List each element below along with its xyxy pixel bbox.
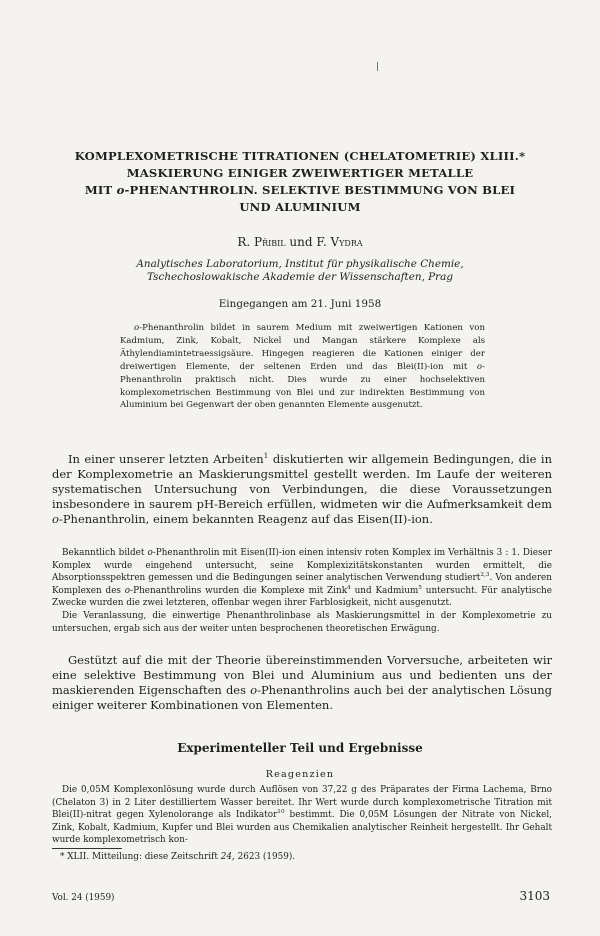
background-paragraph-2: Die Veranlassung, die einwertige Phenanthrolinbase als Maskierungsmittel in der Komplexometrie zu untersuchen, ergab sich aus der weiter unten besprochenen theoretischen Erwägung.	[52, 610, 552, 634]
footnote-text-1: * XLII. Mitteilung: diese Zeitschrift	[60, 852, 221, 862]
intro-paragraph	[52, 452, 552, 527]
reagents-text-1: Die 0,05	[62, 785, 101, 795]
reagents-paragraph	[52, 784, 552, 847]
abstract-text-2: -Phenanthrolin praktisch nicht. Dies wurde zu einer hochselektiven komplexometrischen Bestimmung von Blei und zur indirekten Bestimmung von Aluminium bei Gegenwart der oben genannten Elemente ausgenutzt.	[120, 361, 485, 411]
intro-ref-1: 1	[263, 451, 269, 461]
abstract-ital-o-2: o	[476, 361, 483, 372]
intro-ital-o: o	[52, 512, 59, 526]
title-line-3-italic: o	[116, 183, 125, 197]
background-section	[52, 547, 552, 635]
bg-text-5: und Kadmium	[350, 585, 419, 596]
author2-initial: F.	[316, 235, 331, 249]
footnote-text-2: 2623 (1959).	[234, 852, 296, 862]
section-heading: Experimenteller Teil und Ergebnisse	[177, 741, 423, 755]
background-paragraph-1	[52, 547, 552, 610]
title-line-2: MASKIERUNG EINIGER ZWEIWERTIGER METALLE	[126, 166, 474, 180]
article-title	[40, 148, 560, 216]
affiliation	[40, 258, 560, 284]
title-line-3	[40, 182, 560, 199]
reagents-ref-10: 10	[277, 809, 285, 816]
abstract-text-1: -Phenanthrolin bildet in saurem Medium mit zweiwertigen Kationen von Kadmium, Zink, Kobalt, Nickel und Mangan stärkere Komplexe als Äthylendiamintetraessigsäure. Hingegen reagieren die Kationen einiger der dreiwertigen Elemente, der seltenen Erden und das Blei(II)-ion mit	[120, 323, 485, 372]
approach-ital-o: o	[250, 683, 258, 697]
reagents-text-2: Komplexonlösung wurde durch Auflösen von 37,22 g des Präparates der Firma Lachema, Brno (Chelaton 3) in 2 Liter destilliertem Wasser bereitet. Ihr Wert wurde durch komplexometrische Titration mit Blei(II)-nitrat gegen Xylenolorange als Indikator	[52, 785, 553, 821]
bg-text-4: -Phenanthrolins wurden die Komplexe mit Zink	[130, 585, 348, 596]
author1-name: Přibil	[254, 235, 286, 249]
bg-ref-2-3: 2,3	[480, 572, 490, 579]
bg-ref-5: 5	[418, 584, 422, 591]
reagents-molar-1: M	[100, 785, 110, 795]
title-line-4: UND ALUMINIUM	[239, 200, 361, 214]
bg-text-6: untersucht. Für analytische Zwecke wurden die zwei letzteren, offenbar wegen ihrer Farblosigkeit, nicht ausgenutzt.	[52, 585, 552, 609]
affiliation-line-1: Analytisches Laboratorium, Institut für physikalische Chemie,	[136, 258, 464, 270]
approach-paragraph	[52, 653, 552, 713]
page-number: 3103	[519, 889, 550, 903]
bg-text-2: -Phenanthrolin mit Eisen(II)-ion einen intensiv roten Komplex im Verhältnis 3 : 1. Dieser Komplex wurde eingehend untersucht, seine Komplexizitätskonstanten wurden ermittelt, die Absorptionsspektren gemessen und die Bedingungen seiner analytischen Verwendung studiert	[52, 548, 552, 584]
bg-ref-4: 4	[347, 584, 351, 591]
reagents-molar-2: M	[379, 810, 389, 821]
subsection-heading: Reagenzien	[265, 769, 335, 780]
footnote-divider	[52, 848, 122, 849]
author1-initial: R.	[237, 235, 254, 249]
intro-text-2: diskutierten wir allgemein Bedingungen, die in der Komplexometrie an Maskierungsmittel gestellt werden. Im Laufe der weiteren systematischen Untersuchung von Verbindungen, die diese Voraussetzungen insbesondere in saurem pH-Bereich erfüllen, widmeten wir die Aufmerksamkeit dem	[52, 452, 552, 511]
intro-text-1: In einer unserer letzten Arbeiten	[68, 452, 264, 466]
reagents-text-3: bestimmt. Die 0,05	[284, 810, 380, 821]
bg-text-1: Bekanntlich bildet	[62, 548, 148, 558]
intro-text-3: -Phenanthrolin, einem bekannten Reagenz auf das Eisen(II)-ion.	[58, 512, 433, 526]
abstract	[120, 322, 485, 412]
footnote	[60, 851, 550, 863]
approach-text-1: Gestützt auf die mit der Theorie übereinstimmenden Vorversuche, arbeiteten wir eine selektive Bestimmung von Blei und Aluminium aus und bedienten uns der maskierenden Eigenschaften des	[52, 653, 552, 697]
title-line-3-prefix: MIT	[84, 183, 117, 197]
journal-volume: Vol. 24 (1959)	[52, 893, 115, 903]
author-connector: und	[285, 235, 317, 249]
scan-mark	[377, 62, 378, 71]
title-line-1: KOMPLEXOMETRISCHE TITRATIONEN (CHELATOMETRIE) XLIII.*	[74, 149, 526, 163]
received-date: Eingegangen am 21. Juni 1958	[218, 298, 382, 310]
approach-text-2: -Phenanthrolins auch bei der analytischen Lösung einiger weiterer Kombinationen von Elementen.	[52, 683, 552, 712]
author2-name: Vydra	[330, 235, 363, 249]
bg-ital-o: o	[147, 548, 153, 558]
abstract-ital-o: o	[134, 323, 140, 333]
bg-text-3: . Von anderen Komplexen des	[52, 573, 552, 596]
reagents-text-4: Lösungen der Nitrate von Nickel, Zink, Kobalt, Kadmium, Kupfer und Blei wurden aus Chemikalien analytischer Reinheit hergestellt. Ihr Gehalt wurde komplexometrisch kon-	[52, 810, 552, 846]
author-line	[40, 234, 560, 250]
affiliation-line-2: Tschechoslowakische Akademie der Wissenschaften, Prag	[147, 271, 453, 283]
bg-ital-o-2: o	[124, 585, 131, 596]
footnote-volume: 24,	[220, 852, 235, 862]
title-line-3-rest: -PHENANTHROLIN. SELEKTIVE BESTIMMUNG VON BLEI	[124, 183, 516, 197]
